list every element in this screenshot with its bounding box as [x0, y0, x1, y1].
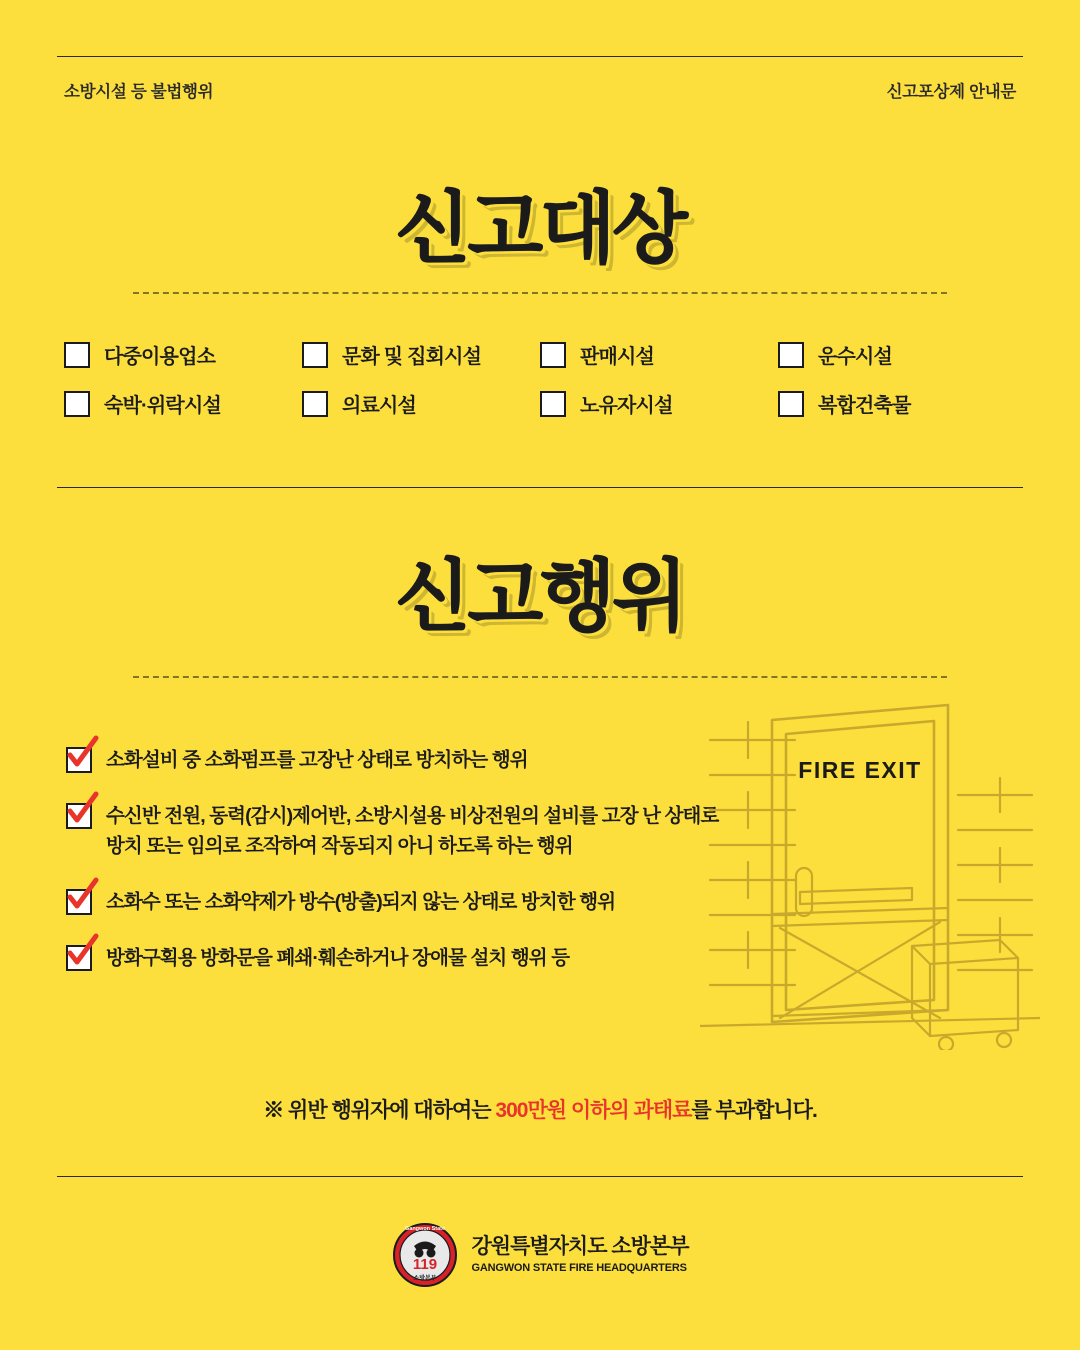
target-item[interactable] [540, 389, 778, 418]
fire-exit-illustration [700, 700, 1040, 1050]
action-text: 방화구획용 방화문을 폐쇄·훼손하거나 장애물 설치 행위 등 [106, 947, 570, 969]
target-item[interactable] [64, 389, 302, 418]
target-item[interactable] [302, 340, 540, 369]
penalty-note [0, 1094, 1080, 1124]
checked-checkbox-icon[interactable] [66, 803, 92, 829]
target-label: 노유자시설 [580, 395, 673, 417]
target-item[interactable] [540, 340, 778, 369]
checkbox-icon[interactable] [778, 391, 804, 417]
target-label: 의료시설 [342, 395, 417, 417]
footer-org-kr: 강원특별자치도 소방본부 [471, 1235, 689, 1258]
svg-text:Gangwon State: Gangwon State [404, 1226, 445, 1232]
header [64, 78, 1016, 102]
checked-checkbox-icon[interactable] [66, 747, 92, 773]
dashed-divider-actions [133, 676, 947, 678]
penalty-suffix: 를 부과합니다. [691, 1099, 817, 1122]
fire-department-emblem-icon [392, 1222, 458, 1288]
target-item[interactable] [778, 389, 1016, 418]
divider-bottom [57, 1176, 1023, 1177]
checkbox-icon[interactable] [64, 342, 90, 368]
section-title-actions: 신고행위 [395, 552, 685, 640]
action-item [66, 887, 726, 917]
checked-checkbox-icon[interactable] [66, 889, 92, 915]
action-text: 소화설비 중 소화펌프를 고장난 상태로 방치하는 행위 [106, 749, 528, 771]
checkbox-icon[interactable] [778, 342, 804, 368]
footer-org-en: GANGWON STATE FIRE HEADQUARTERS [471, 1262, 687, 1275]
fire-exit-sign-text: FIRE EXIT [798, 757, 922, 783]
header-right-label: 신고포상제 안내문 [886, 83, 1016, 101]
target-label: 숙박·위락시설 [104, 395, 221, 417]
checkbox-icon[interactable] [64, 391, 90, 417]
target-item[interactable] [778, 340, 1016, 369]
footer [0, 1222, 1080, 1288]
action-list [66, 745, 726, 999]
action-text: 소화수 또는 소화약제가 방수(방출)되지 않는 상태로 방치한 행위 [106, 890, 616, 913]
target-label: 운수시설 [818, 346, 893, 368]
checkbox-icon[interactable] [540, 342, 566, 368]
action-text: 수신반 전원, 동력(감시)제어반, 소방시설용 비상전원의 설비를 고장 난 상태로 방치 또는 임의로 조작하여 작동되지 아니 하도록 하는 행위 [106, 805, 719, 857]
target-label: 다중이용업소 [104, 346, 216, 368]
header-left-label: 소방시설 등 불법행위 [64, 83, 214, 101]
penalty-prefix: ※ 위반 행위자에 대하여는 [263, 1099, 496, 1122]
target-label: 복합건축물 [818, 395, 911, 417]
checked-checkbox-icon[interactable] [66, 945, 92, 971]
checkbox-icon[interactable] [540, 391, 566, 417]
action-item [66, 943, 726, 973]
action-item [66, 745, 726, 775]
penalty-amount: 300만원 이하의 과태료 [495, 1099, 692, 1122]
section-title-targets: 신고대상 [395, 184, 685, 272]
dashed-divider-targets [133, 292, 947, 294]
target-item[interactable] [302, 389, 540, 418]
divider-top [57, 56, 1023, 57]
target-checkbox-grid [64, 340, 1016, 418]
divider-middle [57, 487, 1023, 488]
checkbox-icon[interactable] [302, 391, 328, 417]
checkbox-icon[interactable] [302, 342, 328, 368]
svg-text:소방본부: 소방본부 [412, 1276, 437, 1282]
target-item[interactable] [64, 340, 302, 369]
footer-org [472, 1234, 689, 1276]
action-item [66, 801, 726, 861]
svg-text:119: 119 [412, 1256, 437, 1273]
target-label: 문화 및 집회시설 [342, 346, 482, 368]
target-label: 판매시설 [580, 346, 655, 368]
